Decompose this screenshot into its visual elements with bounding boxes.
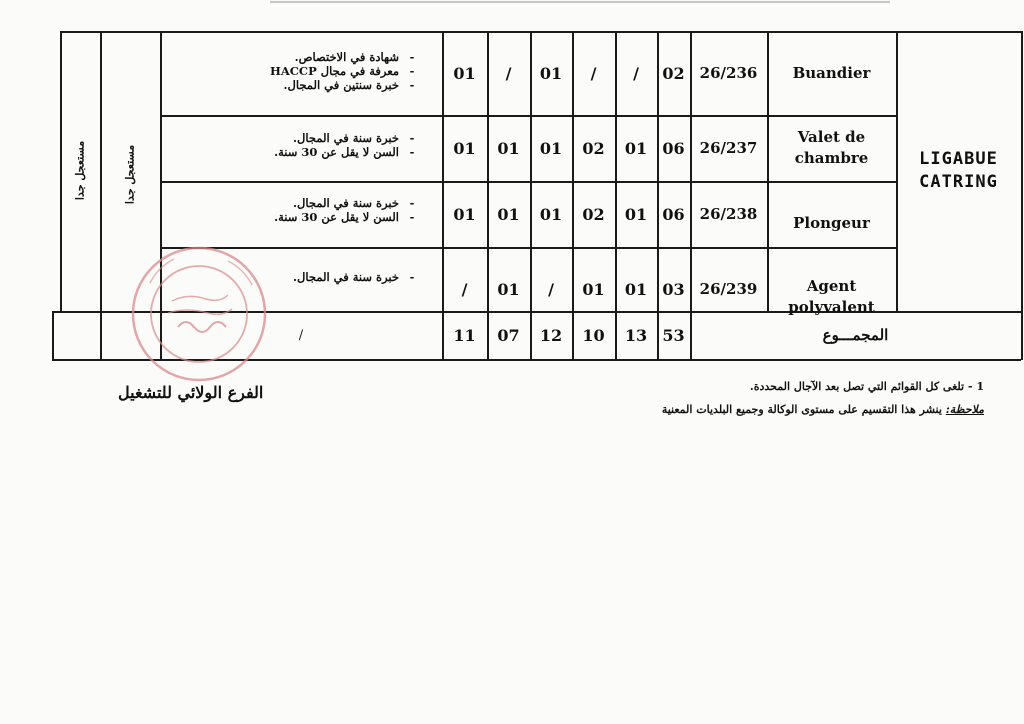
count-cell: / (461, 279, 468, 299)
note-item: 1 - تلغى كل القوائم التي تصل بعد الآجال المحددة. (749, 380, 984, 393)
count-cell: / (590, 63, 597, 83)
count-cell: 02 (582, 204, 605, 224)
total-count: 53 (662, 325, 685, 345)
count-total: 06 (662, 138, 685, 158)
count-cell: 01 (539, 63, 563, 83)
count-cell: 01 (539, 138, 563, 158)
count-cell: / (548, 279, 554, 299)
totals-requirements-cell: / (298, 327, 304, 343)
count-cell: / (505, 63, 512, 83)
position-code: 26/236 (699, 64, 758, 82)
count-cell: 01 (497, 138, 520, 158)
requirements-list: - خبرة سنة في المجال. (293, 270, 425, 284)
urgency-label-outer: مستعجل جدا (73, 140, 87, 201)
count-cell: / (633, 63, 639, 83)
note-label: ملاحظة: (945, 403, 984, 416)
count-cell: 01 (624, 279, 648, 299)
count-total: 02 (662, 63, 685, 83)
count-cell: 01 (453, 204, 476, 224)
requirements-list: - خبرة سنة في المجال. - السن لا يقل عن 30 سنة. (274, 196, 425, 224)
job-title: Plongeur (793, 213, 870, 232)
count-total: 03 (662, 279, 685, 299)
position-code: 26/239 (699, 280, 758, 298)
count-cell: 01 (539, 204, 563, 224)
scan-edge-line (270, 1, 890, 3)
total-cell: 07 (497, 325, 520, 345)
note-text: ينشر هذا التقسيم على مستوى الوكالة وجميع البلديات المعنية (661, 403, 942, 416)
count-cell: 01 (624, 204, 648, 224)
count-cell: 01 (497, 204, 520, 224)
job-title: Valet de chambre (794, 128, 869, 167)
total-cell: 10 (582, 325, 605, 345)
job-title: Buandier (792, 63, 871, 82)
count-cell: 01 (453, 63, 476, 83)
note-line (662, 403, 984, 416)
official-stamp (128, 243, 270, 385)
office-signature: الفرع الولائي للتشغيل (118, 383, 264, 402)
count-cell: 01 (624, 138, 648, 158)
company-name: LIGABUE CATRING (919, 149, 998, 192)
job-title: Agent polyvalent (788, 277, 875, 316)
count-cell: 01 (453, 138, 476, 158)
total-label: المجمـــوع (822, 326, 889, 344)
position-code: 26/237 (699, 139, 758, 157)
total-cell: 13 (624, 325, 648, 345)
count-cell: 01 (497, 279, 520, 299)
requirements-list: - شهادة في الاختصاص. - معرفة في مجال HACCP - خبرة سنتين في المجال. (270, 50, 425, 92)
total-cell: 12 (539, 325, 563, 345)
total-cell: 11 (453, 325, 476, 345)
count-cell: 02 (582, 138, 605, 158)
count-cell: 01 (582, 279, 605, 299)
requirements-list: - خبرة سنة في المجال. - السن لا يقل عن 30 سنة. (274, 131, 425, 159)
count-total: 06 (662, 204, 685, 224)
urgency-label-inner: مستعجل جدا (123, 144, 137, 205)
position-code: 26/238 (699, 205, 758, 223)
